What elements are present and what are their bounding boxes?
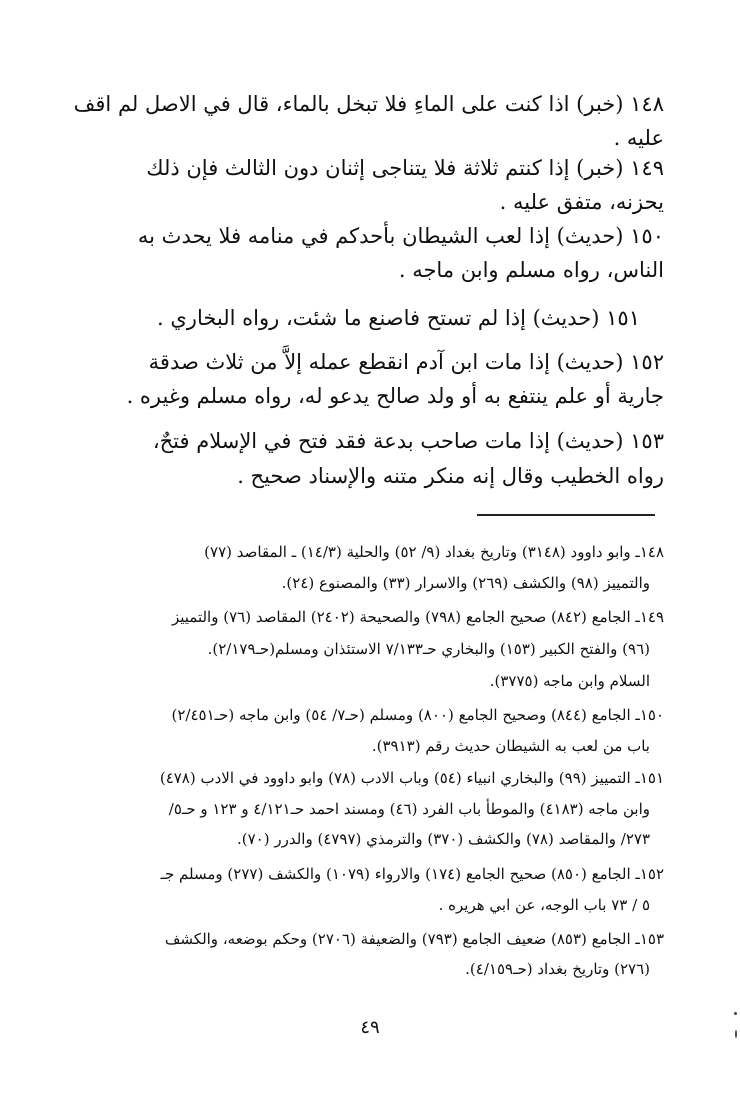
footnote-149-line-2: (٩٦) والفتح الكبير (١٥٣) والبخاري حـ٧/١٣٣ الاستئذان ومسلم(حـ٢/١٧٩).: [207, 640, 650, 658]
footnote-149-line-1: ١٤٩ـ الجامع (٨٤٢) صحيح الجامع (٧٩٨) والصحيحة (٢٤٠٢) المقاصد (٧٦) والتمييز: [171, 608, 664, 626]
footnote-153-line-2: (٢٧٦) وتاريخ بغداد (حـ٤/١٥٩).: [465, 960, 650, 978]
hadith-148-line-1: ١٤٨ (خبر) اذا كنت على الماءِ فلا تبخل بالماء، قال في الاصل لم اقف: [73, 92, 664, 116]
footnote-151-line-2: وابن ماجه (٤١٨٣) والموطأ باب الفرد (٤٦) ومسند احمد حـ٤/١٢١ و ١٢٣ و حـ٥/: [168, 800, 650, 818]
footnote-150-line-2: باب من لعب به الشيطان حديث رقم (٣٩١٣).: [371, 737, 650, 755]
hadith-152-line-2: جارية أو علم ينتفع به أو ولد صالح يدعو له، رواه مسلم وغيره .: [126, 384, 664, 408]
hadith-148-line-2: عليه .: [613, 126, 664, 150]
scan-speck: [735, 1030, 737, 1038]
hadith-151-line-1: ١٥١ (حديث) إذا لم تستح فاصنع ما شئت، رواه البخاري .: [157, 306, 640, 330]
hadith-150-line-1: ١٥٠ (حديث) إذا لعب الشيطان بأحدكم في منامه فلا يحدث به: [137, 224, 664, 248]
footnote-149-line-3: السلام وابن ماجه (٣٧٧٥).: [489, 672, 650, 690]
hadith-153-line-2: رواه الخطيب وقال إنه منكر متنه والإسناد صحيح .: [237, 464, 664, 488]
page-number: ٤٩: [360, 1017, 380, 1038]
footnote-153-line-1: ١٥٣ـ الجامع (٨٥٣) ضعيف الجامع (٧٩٣) والضعيفة (٢٧٠٦) وحكم بوضعه، والكشف: [164, 930, 664, 948]
scan-speck: [734, 1012, 737, 1015]
hadith-153-line-1: ١٥٣ (حديث) إذا مات صاحب بدعة فقد فتح في الإسلام فتحٌ،: [152, 429, 664, 453]
footnote-150-line-1: ١٥٠ـ الجامع (٨٤٤) وصحيح الجامع (٨٠٠) ومسلم (حـ٧/ ٥٤) وابن ماجه (حـ٢/٤٥١): [171, 706, 664, 724]
footnote-148-line-2: والتمييز (٩٨) والكشف (٢٦٩) والاسرار (٣٣) والمصنوع (٢٤).: [281, 574, 650, 592]
footnote-152-line-1: ١٥٢ـ الجامع (٨٥٠) صحيح الجامع (١٧٤) والارواء (١٠٧٩) والكشف (٢٧٧) ومسلم جـ: [160, 865, 664, 883]
footnote-148-line-1: ١٤٨ـ وابو داوود (٣١٤٨) وتاريخ بغداد (٩/ ٥٢) والحلية (١٤/٣) ـ المقاصد (٧٧): [204, 543, 664, 561]
footnote-separator: [477, 514, 655, 516]
footnote-151-line-3: ٢٧٣/ والمقاصد (٧٨) والكشف (٣٧٠) والترمذي (٤٧٩٧) والدرر (٧٠).: [236, 830, 650, 848]
footnote-152-line-2: ٥ / ٧٣ باب الوجه، عن ابي هريره .: [438, 896, 650, 914]
hadith-152-line-1: ١٥٢ (حديث) إذا مات ابن آدم انقطع عمله إلاَّ من ثلاث صدقة: [148, 350, 664, 374]
hadith-150-line-2: الناس، رواه مسلم وابن ماجه .: [398, 258, 664, 282]
hadith-149-line-2: يحزنه، متفق عليه .: [499, 190, 664, 214]
footnote-151-line-1: ١٥١ـ التمييز (٩٩) والبخاري انبياء (٥٤) وباب الادب (٧٨) وابو داوود في الادب (٤٧٨): [159, 769, 664, 787]
hadith-149-line-1: ١٤٩ (خبر) إذا كنتم ثلاثة فلا يتناجى إثنان دون الثالث فإن ذلك: [146, 156, 664, 180]
